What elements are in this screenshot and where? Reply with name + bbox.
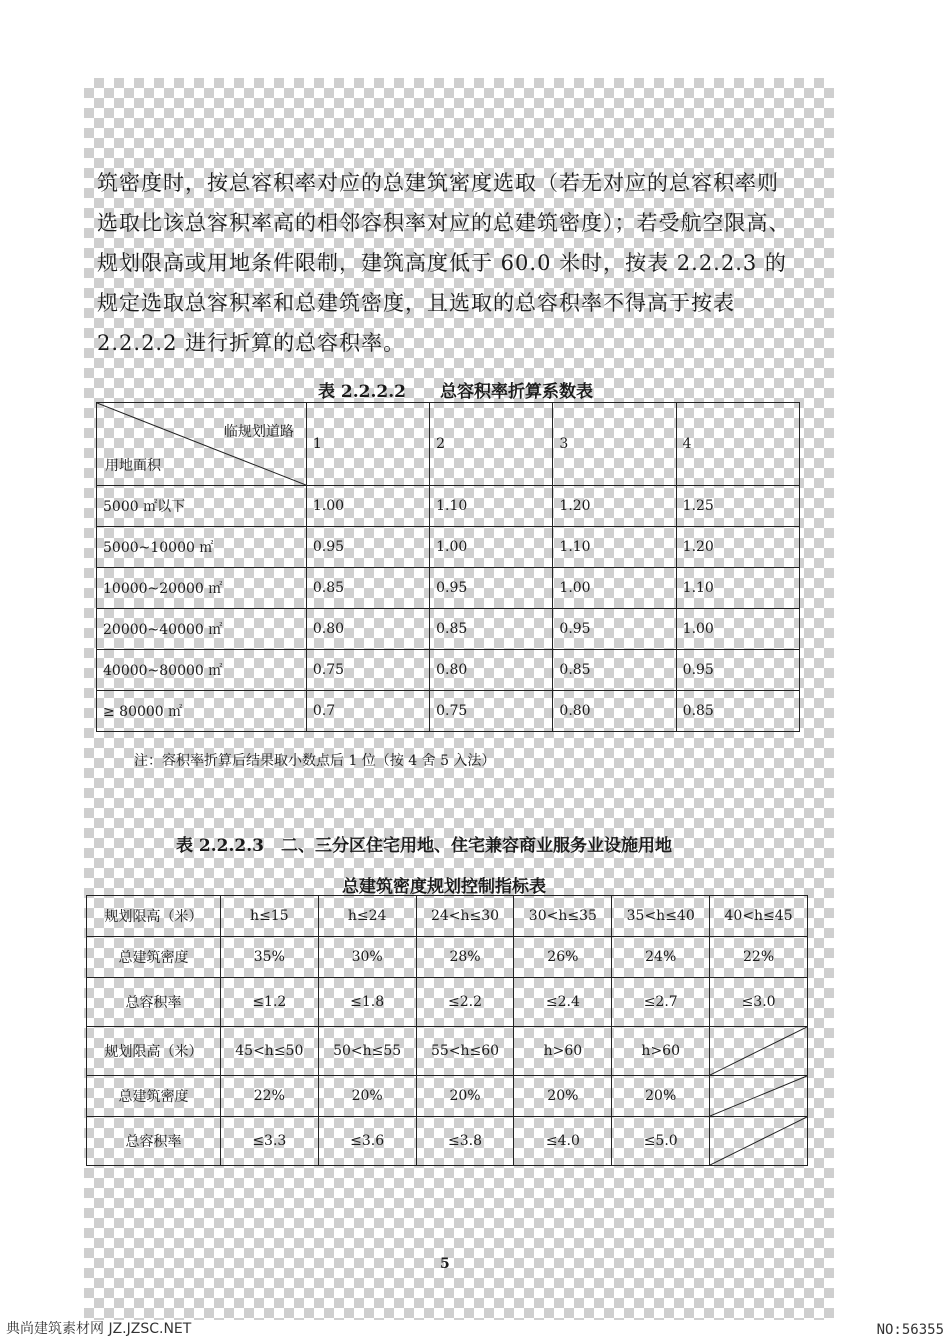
cell-value: 1.10 — [553, 527, 676, 568]
row-label: 总建筑密度 — [87, 937, 221, 978]
cell-value: 0.80 — [553, 691, 676, 732]
column-header: 4 — [676, 403, 799, 486]
cell-value: 1.00 — [676, 609, 799, 650]
cell-value: 0.95 — [553, 609, 676, 650]
slash-line — [710, 1117, 807, 1165]
diagonal-header-cell — [97, 403, 307, 486]
cell-value: 45<h≤50 — [220, 1027, 318, 1076]
cell-value: ≤4.0 — [514, 1117, 612, 1166]
paragraph-line: 规划限高或用地条件限制，建筑高度低于 60.0 米时，按表 2.2.2.3 的 — [97, 251, 787, 275]
cell-value: ≤1.2 — [220, 978, 318, 1027]
cell-value: h≤24 — [318, 896, 416, 937]
cell-value: 28% — [416, 937, 514, 978]
cell-value: 24% — [612, 937, 710, 978]
cell-value: 0.95 — [430, 568, 553, 609]
cell-value: h>60 — [612, 1027, 710, 1076]
table-row — [87, 937, 808, 978]
density-control-table — [86, 895, 808, 1166]
cell-value: 20% — [416, 1076, 514, 1117]
cell-value: 26% — [514, 937, 612, 978]
cell-value: 1.20 — [676, 527, 799, 568]
watermark-site: 典尚建筑素材网 JZ.JZSC.NET — [6, 1321, 192, 1337]
table-row — [97, 650, 800, 691]
table-row — [87, 896, 808, 937]
table-row — [97, 609, 800, 650]
table-row — [87, 1076, 808, 1117]
cell-value: ≤1.8 — [318, 978, 416, 1027]
cell-value: ≤3.0 — [710, 978, 808, 1027]
cell-value: ≤3.3 — [220, 1117, 318, 1166]
row-label: 20000~40000 ㎡ — [97, 609, 307, 650]
cell-value: 35% — [220, 937, 318, 978]
row-label: ≥ 80000 ㎡ — [97, 691, 307, 732]
row-label: 10000~20000 ㎡ — [97, 568, 307, 609]
cell-value: 20% — [318, 1076, 416, 1117]
cell-value: ≤3.6 — [318, 1117, 416, 1166]
table-row — [97, 691, 800, 732]
cell-value: 1.25 — [676, 486, 799, 527]
cell-value: h>60 — [514, 1027, 612, 1076]
row-label: 总建筑密度 — [87, 1076, 221, 1117]
row-label: 规划限高（米） — [87, 1027, 221, 1076]
page-number: 5 — [440, 1256, 450, 1272]
cell-value: 0.7 — [306, 691, 429, 732]
cell-value: 0.80 — [306, 609, 429, 650]
table-row — [97, 527, 800, 568]
column-header: 2 — [430, 403, 553, 486]
cell-value: 1.10 — [676, 568, 799, 609]
cell-value: 0.95 — [306, 527, 429, 568]
row-label: 5000 ㎡以下 — [97, 486, 307, 527]
cell-value: 0.75 — [430, 691, 553, 732]
cell-value: 0.95 — [676, 650, 799, 691]
table-row — [97, 568, 800, 609]
cell-value: 20% — [612, 1076, 710, 1117]
row-label: 规划限高（米） — [87, 896, 221, 937]
cell-value: 1.10 — [430, 486, 553, 527]
cell-value: ≤2.7 — [612, 978, 710, 1027]
cell-value: ≤2.4 — [514, 978, 612, 1027]
far-conversion-table — [96, 402, 800, 732]
cell-value: ≤5.0 — [612, 1117, 710, 1166]
cell-value: 24<h≤30 — [416, 896, 514, 937]
table-row — [87, 978, 808, 1027]
table1-note: 注：容积率折算后结果取小数点后 1 位（按 4 舍 5 入法） — [134, 753, 496, 769]
empty-slash-cell — [710, 1117, 808, 1166]
row-label: 5000~10000 ㎡ — [97, 527, 307, 568]
cell-value: 1.00 — [430, 527, 553, 568]
table2-caption-line2: 总建筑密度规划控制指标表 — [342, 877, 546, 897]
table-header-row — [97, 403, 800, 486]
cell-value: 0.85 — [430, 609, 553, 650]
cell-value: 0.85 — [306, 568, 429, 609]
row-label: 总容积率 — [87, 1117, 221, 1166]
cell-value: ≤3.8 — [416, 1117, 514, 1166]
cell-value: 30<h≤35 — [514, 896, 612, 937]
cell-value: 30% — [318, 937, 416, 978]
cell-value: 50<h≤55 — [318, 1027, 416, 1076]
column-header: 1 — [306, 403, 429, 486]
cell-value: 22% — [710, 937, 808, 978]
cell-value: 1.20 — [553, 486, 676, 527]
table-row — [87, 1117, 808, 1166]
cell-value: ≤2.2 — [416, 978, 514, 1027]
cell-value: 35<h≤40 — [612, 896, 710, 937]
cell-value: 0.85 — [676, 691, 799, 732]
slash-line — [710, 1076, 807, 1116]
row-label: 总容积率 — [87, 978, 221, 1027]
table-row — [87, 1027, 808, 1076]
cell-value: 22% — [220, 1076, 318, 1117]
paragraph-line: 规定选取总容积率和总建筑密度，且选取的总容积率不得高于按表 — [97, 291, 735, 315]
body-paragraph — [97, 163, 807, 363]
empty-slash-cell — [710, 1076, 808, 1117]
cell-value: 20% — [514, 1076, 612, 1117]
table2-caption-line1: 表 2.2.2.3 二、三分区住宅用地、住宅兼容商业服务业设施用地 — [176, 836, 672, 856]
cell-value: h≤15 — [220, 896, 318, 937]
cell-value: 55<h≤60 — [416, 1027, 514, 1076]
header-area-label: 用地面积 — [105, 458, 161, 474]
watermark-number: NO:56355 — [876, 1322, 944, 1338]
cell-value: 1.00 — [553, 568, 676, 609]
slash-line — [710, 1027, 807, 1075]
cell-value: 0.80 — [430, 650, 553, 691]
cell-value: 1.00 — [306, 486, 429, 527]
paragraph-line: 选取比该总容积率高的相邻容积率对应的总建筑密度）；若受航空限高、 — [97, 211, 791, 235]
paragraph-line: 2.2.2.2 进行折算的总容积率。 — [97, 331, 406, 355]
row-label: 40000~80000 ㎡ — [97, 650, 307, 691]
paragraph-line: 筑密度时，按总容积率对应的总建筑密度选取（若无对应的总容积率则 — [97, 171, 779, 195]
table-row — [97, 486, 800, 527]
table1-caption: 表 2.2.2.2 总容积率折算系数表 — [318, 382, 593, 402]
cell-value: 0.85 — [553, 650, 676, 691]
cell-value: 0.75 — [306, 650, 429, 691]
header-road-label: 临规划道路 — [223, 424, 294, 440]
cell-value: 40<h≤45 — [710, 896, 808, 937]
column-header: 3 — [553, 403, 676, 486]
empty-slash-cell — [710, 1027, 808, 1076]
